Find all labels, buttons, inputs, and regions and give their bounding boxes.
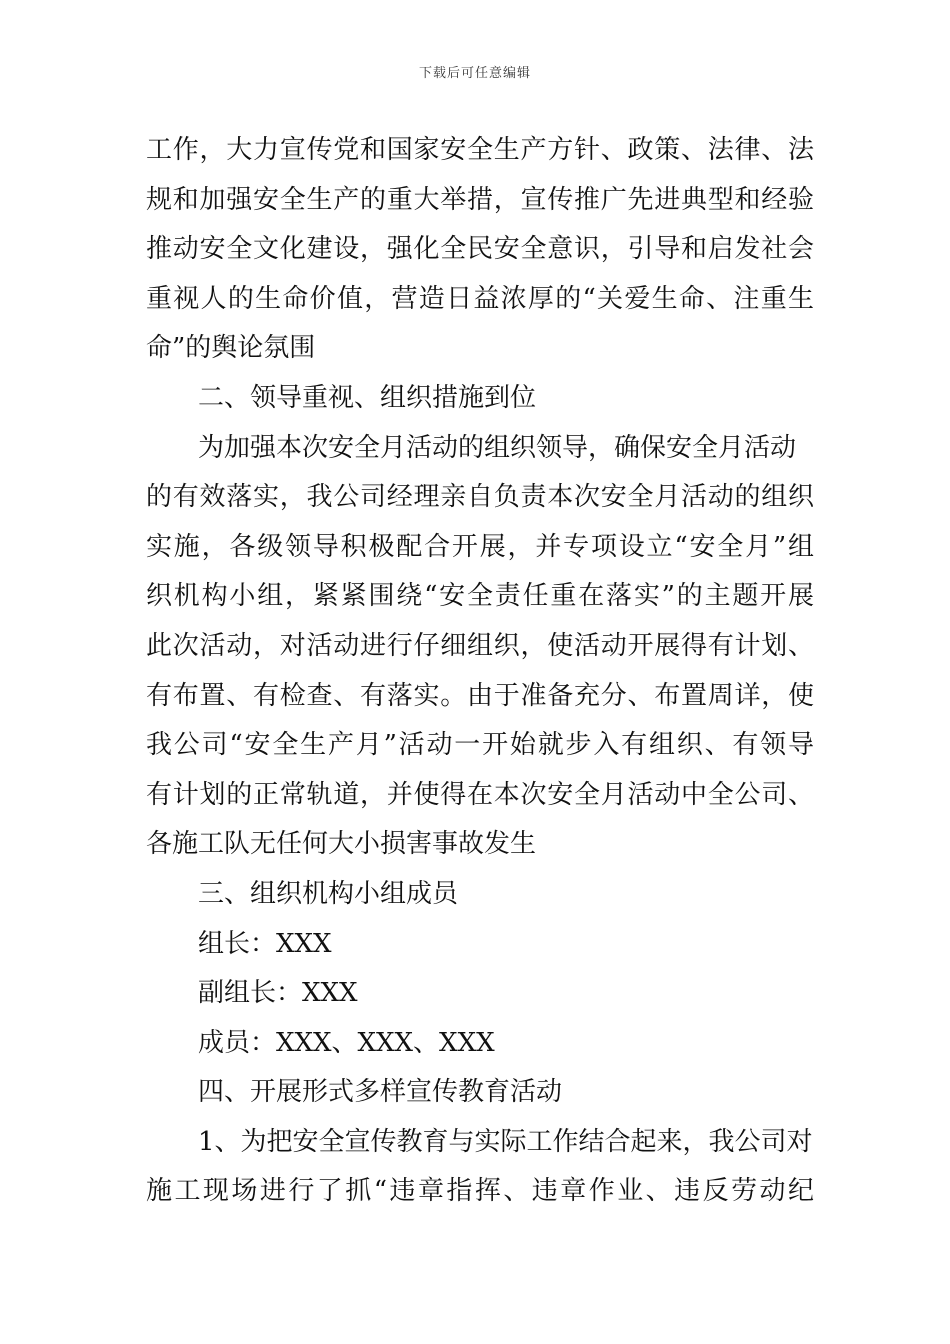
paragraph-line: 织机构小组，紧紧围绕“安全责任重在落实”的主题开展	[146, 581, 814, 612]
paragraph-line: 各施工队无任何大小损害事故发生	[146, 829, 537, 860]
section-heading: 三、组织机构小组成员	[198, 878, 459, 909]
paragraph-line: 1、为把安全宣传教育与实际工作结合起来，我公司对	[198, 1126, 813, 1157]
paragraph-line: 为加强本次安全月活动的组织领导，确保安全月活动	[198, 432, 797, 463]
paragraph-line: 的有效落实，我公司经理亲自负责本次安全月活动的组织	[146, 482, 814, 513]
paragraph-line: 实施，各级领导积极配合开展，并专项设立“安全月”组	[146, 531, 814, 562]
paragraph-line: 推动安全文化建设，强化全民安全意识，引导和启发社会	[146, 234, 814, 265]
paragraph-line: 我公司“安全生产月”活动一开始就步入有组织、有领导	[146, 730, 814, 761]
header-note: 下载后可任意编辑	[418, 66, 531, 81]
paragraph-line: 此次活动，对活动进行仔细组织，使活动开展得有计划、	[146, 630, 814, 661]
paragraph-line: 有布置、有检查、有落实。由于准备充分、布置周详，使	[146, 680, 814, 711]
paragraph-line: 有计划的正常轨道，并使得在本次安全月活动中全公司、	[146, 779, 814, 810]
paragraph-line: 规和加强安全生产的重大举措，宣传推广先进典型和经验	[146, 184, 814, 215]
member-list: 成员：XXX、XXX、XXX	[198, 1027, 495, 1058]
paragraph-line: 工作，大力宣传党和国家安全生产方针、政策、法律、法	[146, 135, 814, 165]
section-heading: 四、开展形式多样宣传教育活动	[198, 1077, 563, 1108]
section-heading: 二、领导重视、组织措施到位	[198, 382, 537, 413]
member-deputy-leader: 副组长：XXX	[198, 978, 358, 1009]
member-leader: 组长：XXX	[198, 928, 332, 959]
paragraph-line: 命”的舆论氛围	[146, 333, 316, 364]
paragraph-line: 重视人的生命价值，营造日益浓厚的“关爱生命、注重生	[146, 283, 814, 314]
paragraph-line: 施工现场进行了抓“违章指挥、违章作业、违反劳动纪	[146, 1176, 814, 1207]
document-body	[146, 126, 814, 1217]
